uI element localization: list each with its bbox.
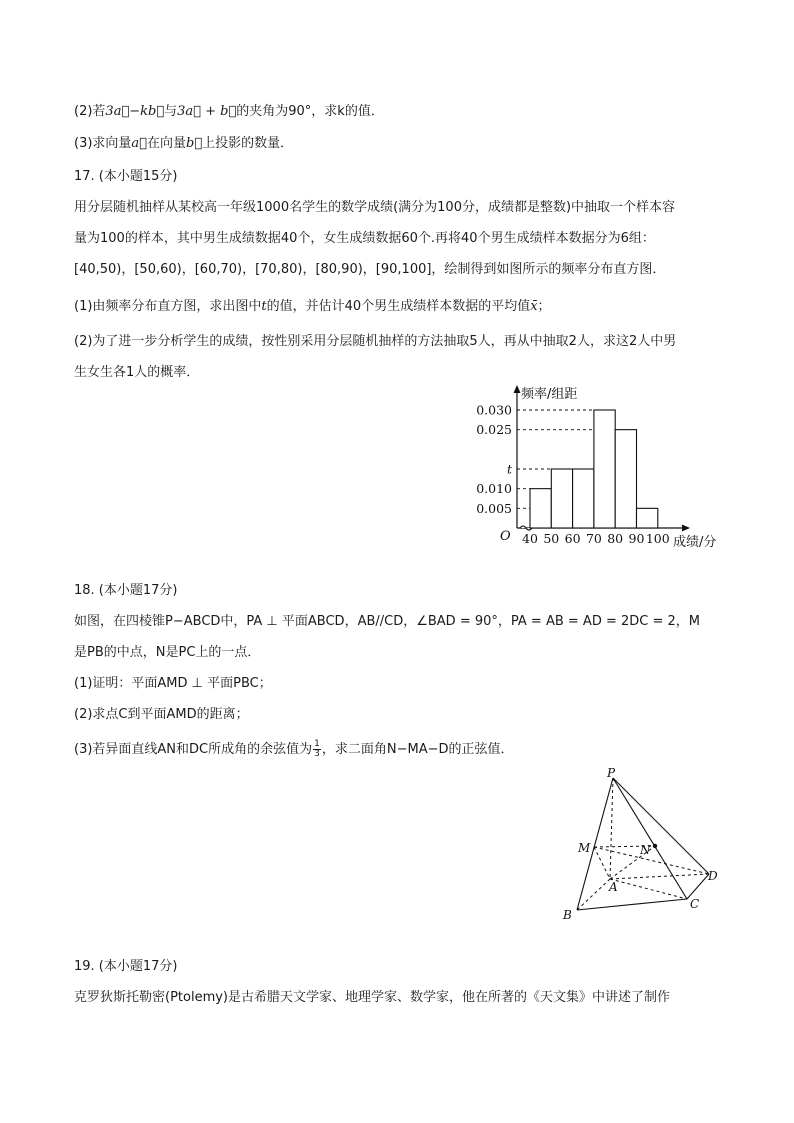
q17-sub1-t: t [261, 299, 267, 314]
q16-part2-prefix: (2)若 [74, 104, 106, 119]
point-N [653, 844, 657, 848]
q16-part2-suffix: 的夹角为90°，求k的值． [236, 104, 384, 119]
histogram-bar [530, 489, 551, 528]
y-tick-label: 0.010 [476, 481, 512, 497]
q16-part2-mid: 与 [164, 104, 178, 119]
histogram-bar [594, 410, 615, 528]
segment-MA [594, 847, 610, 879]
edge-BC [577, 899, 687, 910]
q17-header: 17. (本小题15分) [74, 169, 178, 184]
q17-para3: [40,50)，[50,60)，[60,70)，[70,80)，[80,90)，[90,100]，绘制得到如图所示的频率分布直方图． [74, 262, 666, 277]
q18-line5-prefix: (3)若异面直线AN和DC所成角的余弦值为 [74, 742, 313, 757]
q18-line4: (2)求点C到平面AMD的距离； [74, 707, 249, 722]
q18-line5 [74, 740, 514, 760]
label-C: C [690, 897, 700, 911]
q16-expr2: 3a⃗ + b⃗ [177, 104, 237, 119]
fraction-numerator: 1 [314, 739, 320, 749]
fraction-denominator: 3 [314, 749, 320, 759]
label-D: D [708, 869, 718, 883]
label-N: N [640, 843, 651, 857]
edge-AD [610, 874, 709, 879]
y-tick-label: t [506, 461, 512, 477]
pyramid-figure [555, 768, 735, 928]
x-tick-label: 40 [522, 531, 538, 546]
q17-sub1-end: ； [537, 299, 551, 314]
q16-part2 [74, 102, 384, 122]
edge-CD [687, 874, 709, 899]
edge-PD [613, 778, 709, 874]
q16-expr1: 3a⃗−kb⃗ [105, 104, 165, 119]
label-A: A [609, 880, 618, 894]
y-axis-arrow [514, 385, 521, 393]
y-tick-label: 0.030 [476, 402, 512, 418]
q18-line2: 是PB的中点，N是PC上的一点． [74, 645, 261, 660]
q17-sub1-xbar: x̄ [530, 299, 538, 314]
q17-sub2a: (2)为了进一步分析学生的成绩，按性别采用分层随机抽样的方法抽取5人，再从中抽取2人，求这2人中男 [74, 334, 677, 349]
histogram-bar [637, 508, 658, 528]
q16-vec-b: b⃗ [186, 136, 203, 151]
edge-AB [577, 879, 610, 910]
q18-line1: 如图，在四棱锥P−ABCD中，PA ⊥ 平面ABCD，AB//CD，∠BAD = 90°，PA = AB = AD = 2DC = 2，M [74, 614, 700, 629]
q17-para1: 用分层随机抽样从某校高一年级1000名学生的数学成绩(满分为100分，成绩都是整数)中抽取一个样本容 [74, 200, 676, 215]
frequency-histogram [440, 380, 740, 555]
q18-line3: (1)证明：平面AMD ⊥ 平面PBC； [74, 676, 272, 691]
origin-label: O [500, 529, 511, 544]
fraction-one-third [313, 740, 321, 759]
q17-sub1 [74, 297, 551, 317]
q16-part3-mid: 在向量 [146, 136, 186, 151]
edge-AC [610, 879, 687, 899]
y-axis-label: 频率/组距 [521, 387, 578, 402]
x-axis-arrow [682, 525, 690, 532]
y-tick-label: 0.025 [476, 422, 512, 438]
q16-vec-a: a⃗ [131, 136, 147, 151]
q16-part3 [74, 134, 293, 154]
q17-sub1-prefix: (1)由频率分布直方图，求出图中 [74, 299, 262, 314]
q18-header: 18. (本小题17分) [74, 583, 178, 598]
q17-para2: 量为100的样本，其中男生成绩数据40个，女生成绩数据60个.再将40个男生成绩样本数据分为6组： [74, 231, 655, 246]
x-tick-label: 90 [628, 531, 645, 546]
label-P: P [607, 768, 616, 780]
histogram-bar [573, 469, 594, 528]
y-tick-label: 0.005 [476, 500, 512, 516]
histogram-bar [551, 469, 572, 528]
label-B: B [563, 908, 572, 922]
q18-line5-suffix: ，求二面角N−MA−D的正弦值． [321, 742, 514, 757]
q17-sub1-mid: 的值，并估计40个男生成绩样本数据的平均值 [266, 299, 531, 314]
q19-line1: 克罗狄斯托勒密(Ptolemy)是古希腊天文学家、地理学家、数学家，他在所著的《天文集》中讲述了制作 [74, 990, 671, 1005]
x-axis-label: 成绩/分 [673, 535, 717, 550]
label-M: M [578, 841, 591, 855]
q19-header: 19. (本小题17分) [74, 959, 178, 974]
q16-part3-suffix: 上投影的数量． [202, 136, 294, 151]
x-tick-label: 70 [585, 531, 602, 546]
edge-PC [613, 778, 687, 899]
q16-part3-prefix: (3)求向量 [74, 136, 132, 151]
q17-sub2b: 生女生各1人的概率． [74, 365, 200, 380]
x-tick-label: 100 [645, 531, 670, 546]
x-tick-label: 80 [607, 531, 624, 546]
histogram-bar [615, 430, 636, 528]
x-tick-label: 60 [564, 531, 581, 546]
edge-PA [610, 778, 613, 879]
x-tick-label: 50 [543, 531, 560, 546]
